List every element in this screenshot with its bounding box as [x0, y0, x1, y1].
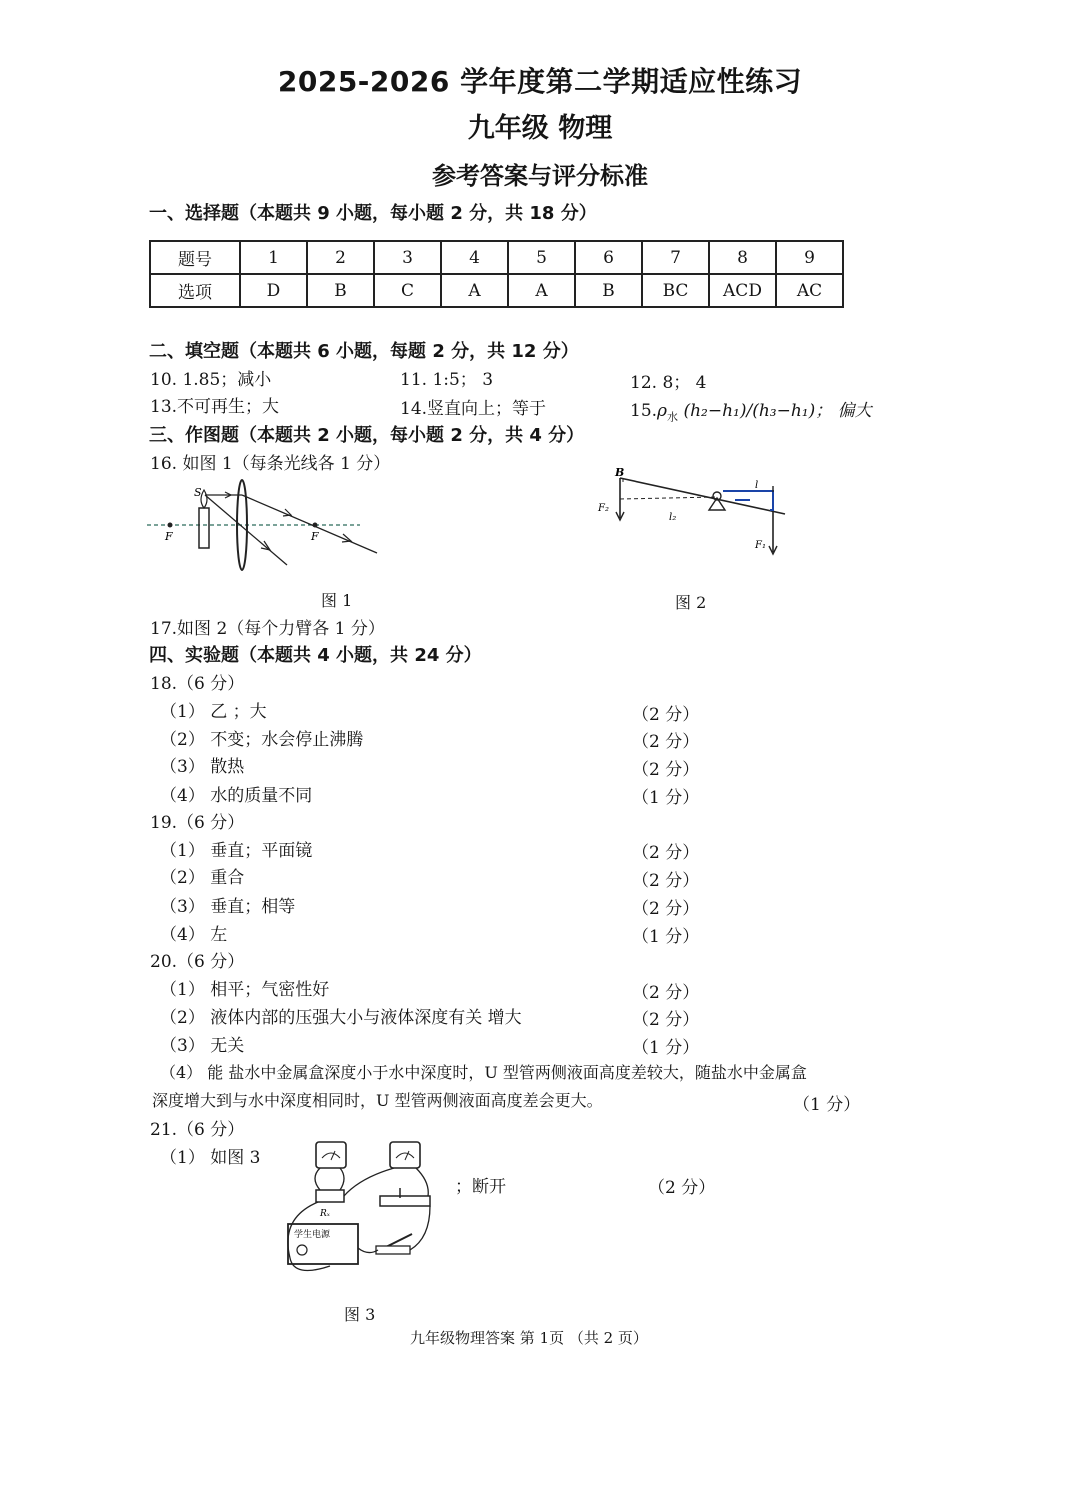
arrow-icon [261, 541, 270, 550]
q20-item4-score: （1 分） [793, 1095, 861, 1115]
q15-formula: (h₂−h₁)/(h₃−h₁)； 偏大 [678, 401, 872, 421]
section3-heading: 三、作图题（本题共 2 小题，每小题 2 分，共 4 分） [149, 425, 585, 446]
q21-item1-score: （2 分） [648, 1178, 716, 1198]
label-f2: F₂ [598, 503, 609, 514]
section1-heading: 一、选择题（本题共 9 小题，每小题 2 分，共 18 分） [149, 203, 597, 224]
label-s: S [194, 486, 202, 499]
q19-score: （2 分） [632, 871, 700, 891]
multiple-choice-answer-table [149, 240, 844, 308]
q19-title: 19.（6 分） [150, 813, 245, 833]
answer-cell: ACD [709, 274, 776, 307]
figure3-caption: 图 3 [344, 1305, 376, 1324]
answer-cell: B [307, 274, 374, 307]
lever-arm [620, 478, 785, 514]
figure2-caption: 图 2 [675, 593, 707, 612]
q19-score: （1 分） [632, 927, 700, 947]
answer-q10: 10. 1.85；减小 [150, 370, 272, 390]
answer-cell: AC [776, 274, 843, 307]
q21-item1: （1） 如图 3 [160, 1148, 261, 1168]
question-number: 7 [642, 241, 709, 274]
row-label-number: 题号 [150, 241, 240, 274]
row-label-option: 选项 [150, 274, 240, 307]
label-b: B [615, 466, 625, 479]
label-power-supply: 学生电源 [294, 1230, 331, 1240]
section2-heading: 二、填空题（本题共 6 小题，每题 2 分，共 12 分） [149, 341, 579, 362]
label-focus-right: F [311, 530, 319, 543]
q18-score: （2 分） [632, 732, 700, 752]
label-rx: Rₓ [320, 1209, 330, 1219]
q21-title: 21.（6 分） [150, 1120, 245, 1140]
q15-rho: ρ [657, 401, 668, 421]
label-focus-left: F [165, 530, 173, 543]
ammeter [390, 1142, 420, 1168]
resistor-rx [316, 1190, 344, 1202]
answer-row [150, 274, 843, 307]
figure1-lens-diagram [145, 478, 385, 578]
candle-flame [201, 490, 207, 508]
question-number: 4 [441, 241, 508, 274]
rheostat [380, 1196, 430, 1206]
question-number: 5 [508, 241, 575, 274]
label-f1: F₁ [755, 540, 766, 551]
answer-q11: 11. 1:5； 3 [400, 370, 494, 390]
q20-score: （1 分） [632, 1038, 700, 1058]
question-number: 1 [240, 241, 307, 274]
answer-key-subtitle: 参考答案与评分标准 [432, 162, 648, 190]
question-number-row [150, 241, 843, 274]
q19-item: （2） 重合 [160, 868, 245, 888]
q20-item: （2） 液体内部的压强大小与液体深度有关 增大 [160, 1008, 522, 1028]
section4-heading: 四、实验题（本题共 4 小题，共 24 分） [149, 645, 482, 666]
q18-score: （2 分） [632, 760, 700, 780]
q15-number: 15. [630, 401, 658, 421]
answer-cell: D [240, 274, 307, 307]
q20-item4-line1: （4） 能 盐水中金属盒深度小于水中深度时，U 型管两侧液面高度差较大，随盐水中金属盒 [160, 1063, 807, 1082]
q18-score: （2 分） [632, 705, 700, 725]
q20-item: （1） 相平；气密性好 [160, 980, 330, 1000]
answer-cell: B [575, 274, 642, 307]
figure1-caption: 图 1 [321, 591, 353, 610]
question-number: 3 [374, 241, 441, 274]
label-l1: l [755, 480, 759, 491]
answer-q16: 16. 如图 1（每条光线各 1 分） [150, 454, 391, 474]
q19-item: （4） 左 [160, 925, 228, 945]
page-footer: 九年级物理答案 第 1页 （共 2 页） [410, 1329, 648, 1347]
question-number: 2 [307, 241, 374, 274]
answer-q15 [630, 396, 872, 424]
question-number: 8 [709, 241, 776, 274]
answer-q13: 13.不可再生；大 [150, 397, 280, 417]
moment-arm-l2 [620, 497, 717, 499]
answer-cell: C [374, 274, 441, 307]
q18-title: 18.（6 分） [150, 674, 245, 694]
figure2-lever-diagram [595, 466, 795, 561]
label-l2: l₂ [669, 512, 677, 523]
answer-cell: A [441, 274, 508, 307]
q21-item1-answer: ；断开 [455, 1177, 506, 1197]
answer-q14: 14.竖直向上；等于 [400, 399, 547, 419]
q20-item: （3） 无关 [160, 1036, 245, 1056]
q18-item: （2） 不变；水会停止沸腾 [160, 730, 364, 750]
question-number: 9 [776, 241, 843, 274]
q18-item: （3） 散热 [160, 757, 245, 777]
voltmeter [316, 1142, 346, 1168]
answer-cell: A [508, 274, 575, 307]
q19-item: （1） 垂直；平面镜 [160, 841, 313, 861]
answer-q17: 17.如图 2（每个力臂各 1 分） [150, 619, 385, 639]
q19-item: （3） 垂直；相等 [160, 897, 296, 917]
q19-score: （2 分） [632, 843, 700, 863]
answer-q12: 12. 8； 4 [630, 373, 707, 393]
answer-cell: BC [642, 274, 709, 307]
focus-left [168, 523, 173, 528]
q20-score: （2 分） [632, 1010, 700, 1030]
q15-rho-subscript: 水 [667, 410, 679, 424]
grade-subject: 九年级 物理 [467, 113, 613, 144]
q20-title: 20.（6 分） [150, 952, 245, 972]
switch-base [376, 1246, 410, 1254]
q18-item: （1） 乙 ；大 [160, 702, 267, 722]
q20-item4-line2: 深度增大到与水中深度相同时，U 型管两侧液面高度差会更大。 [152, 1091, 603, 1110]
question-number: 6 [575, 241, 642, 274]
candle [199, 508, 209, 548]
q19-score: （2 分） [632, 899, 700, 919]
q18-score: （1 分） [632, 788, 700, 808]
exam-title: 2025-2026 学年度第二学期适应性练习 [277, 65, 803, 98]
q18-item: （4） 水的质量不同 [160, 786, 313, 806]
q20-score: （2 分） [632, 983, 700, 1003]
figure3-circuit-diagram [280, 1138, 440, 1273]
